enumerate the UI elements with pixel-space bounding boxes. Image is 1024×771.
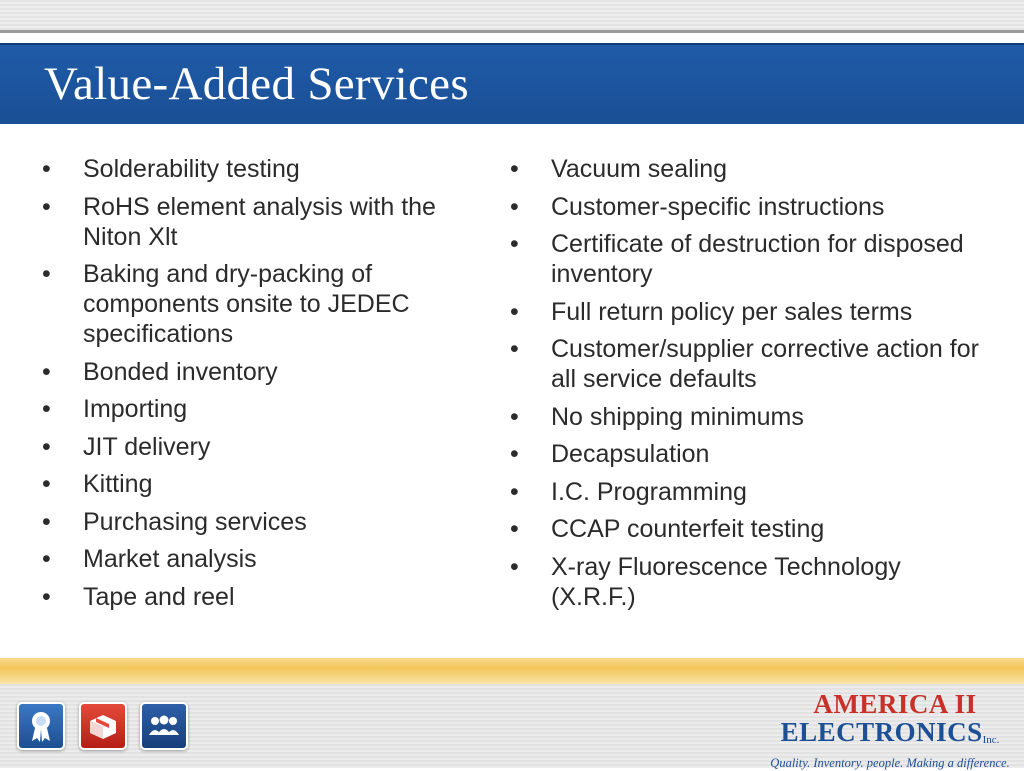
list-item-text: Customer/supplier corrective action for all service defaults [551,335,979,393]
header-rule [0,30,1024,33]
bullet-icon: • [42,155,51,183]
left-bullet-list [42,154,462,619]
list-item-text: Importing [83,395,188,423]
list-item [510,402,990,432]
company-logo [760,689,1020,770]
bullet-icon: • [42,470,51,498]
list-item-text: No shipping minimums [551,402,804,431]
list-item-text: I.C. Programming [551,477,747,506]
title-bar [0,43,1024,124]
logo-line-1: AMERICA II [813,689,977,719]
list-item-text: Market analysis [83,545,257,573]
list-item-text: Tape and reel [83,582,235,611]
list-item [42,394,462,424]
bullet-icon: • [510,335,519,363]
list-item-text: Full return policy per sales terms [551,297,913,326]
list-item [42,507,462,537]
list-item-text: Vacuum sealing [551,155,728,183]
list-item [510,439,990,469]
bullet-icon: • [510,515,519,543]
right-bullet-list [510,154,990,619]
list-item-text: CCAP counterfeit testing [551,515,825,543]
list-item [510,552,990,612]
bullet-icon: • [42,260,51,288]
people-group-icon [140,702,188,750]
list-item [42,544,462,574]
list-item [42,432,462,462]
bullet-icon: • [42,395,51,423]
list-item [42,192,462,252]
award-ribbon-icon [17,702,65,750]
bullet-icon: • [510,440,519,468]
list-item [42,357,462,387]
list-item-text: RoHS element analysis with the Niton Xlt [83,192,436,251]
list-item [510,229,990,289]
list-item [42,154,462,184]
bullet-icon: • [510,477,519,506]
bullet-icon: • [510,552,519,581]
logo-wordmark: ELECTRONICS [780,717,983,747]
list-item-text: Bonded inventory [83,357,278,386]
bullet-icon: • [510,402,519,431]
bullet-icon: • [42,507,51,536]
bullet-icon: • [42,357,51,386]
list-item-text: Decapsulation [551,440,710,468]
list-item-text: Kitting [83,470,153,498]
list-item-text: Certificate of destruction for disposed inventory [551,230,964,288]
bullet-icon: • [42,582,51,611]
list-item-text: Customer-specific instructions [551,192,885,221]
list-item-text: X-ray Fluorescence Technology (X.R.F.) [551,552,901,611]
list-item [510,514,990,544]
bullet-icon: • [42,545,51,573]
logo-tagline: Quality. Inventory. people. Making a difference. [770,756,1010,770]
slide-title: Value-Added Services [44,58,469,110]
gift-box-icon [79,702,127,750]
bullet-icon: • [510,155,519,183]
bullet-icon: • [510,297,519,326]
list-item-text: JIT delivery [83,432,211,461]
list-item-text: Baking and dry-packing of components onsite to JEDEC specifications [83,260,410,348]
bullet-icon: • [42,432,51,461]
list-item [510,154,990,184]
list-item [42,582,462,612]
list-item [510,192,990,222]
list-item-text: Purchasing services [83,507,307,536]
bullet-icon: • [42,192,51,221]
logo-suffix: Inc. [982,734,1000,746]
list-item-text: Solderability testing [83,155,300,183]
gold-divider-band [0,658,1024,685]
list-item [42,259,462,349]
list-item [510,477,990,507]
logo-line-2 [760,718,1020,754]
list-item [42,469,462,499]
bullet-icon: • [510,192,519,221]
bullet-icon: • [510,230,519,258]
list-item [510,334,990,394]
header-stripe [0,0,1024,32]
list-item [510,297,990,327]
